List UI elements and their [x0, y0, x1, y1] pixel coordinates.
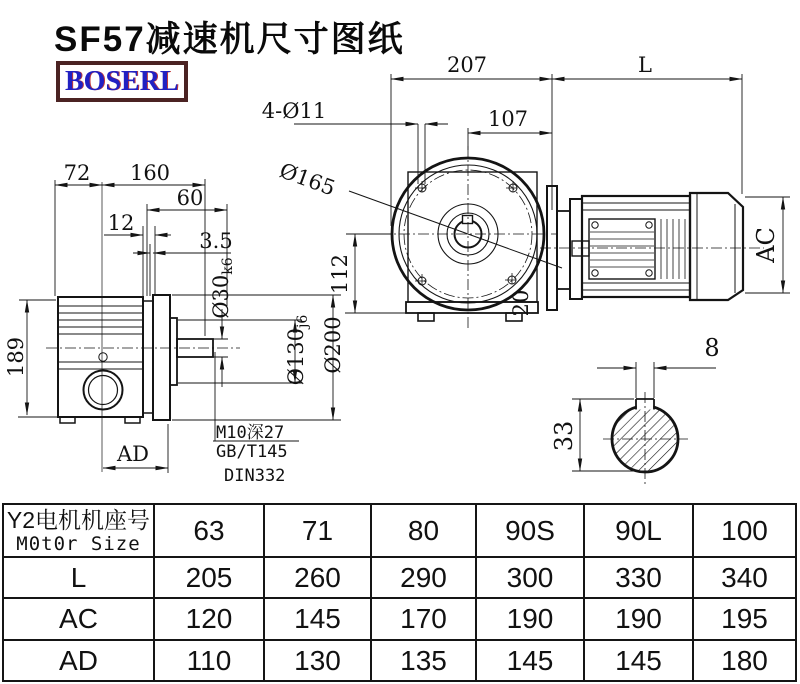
table-row-AC: [3, 598, 796, 640]
table-cell: 190: [584, 598, 693, 640]
shaft-tolerance: k6: [220, 257, 236, 275]
dim-60: 60: [176, 186, 204, 210]
tap-standard-note: GB/T145: [216, 442, 288, 462]
table-header-row: [3, 504, 796, 557]
row-label: AD: [3, 640, 154, 681]
tap-din-note: DIN332: [224, 466, 286, 486]
table-cell: 260: [264, 557, 371, 598]
dim-12: 12: [107, 211, 135, 235]
motor-size-table: [2, 503, 797, 682]
table-cell: 330: [584, 557, 693, 598]
dim-AD: AD: [116, 442, 150, 466]
table-cell: 180: [693, 640, 796, 681]
dim-3-5: 3.5: [199, 229, 233, 253]
dim-key-width: 8: [704, 334, 720, 362]
motor-side-view: [540, 186, 764, 310]
shaft-dia: Ø30: [209, 274, 233, 319]
side-view-dimensions: [4, 161, 345, 486]
col-header: 80: [371, 504, 476, 557]
table-cell: 340: [693, 557, 796, 598]
dim-107: 107: [487, 107, 529, 131]
dim-shaft-diameter: [209, 257, 236, 318]
gearbox-side-view: [46, 182, 240, 472]
front-view-dimensions: [262, 53, 742, 316]
page-title: SF57减速机尺寸图纸: [54, 20, 405, 59]
motor-size-header-cell: [3, 504, 154, 557]
table-cell: 170: [371, 598, 476, 640]
table-row-L: [3, 557, 796, 598]
dim-bolt-holes: 4-Ø11: [261, 99, 327, 123]
dim-AC: AC: [752, 227, 780, 263]
table-cell: 145: [264, 598, 371, 640]
col-header: 90S: [476, 504, 584, 557]
dim-189: 189: [4, 336, 28, 378]
dim-L: L: [638, 53, 652, 77]
header-en: M0t0r Size: [16, 532, 141, 555]
spigot-dia: Ø130: [284, 327, 308, 386]
table-cell: 290: [371, 557, 476, 598]
table-cell: 300: [476, 557, 584, 598]
dim-bolt-circle: Ø165: [276, 158, 339, 201]
table-cell: 110: [154, 640, 264, 681]
tap-hole-note: M10深27: [216, 423, 285, 443]
flange-bolt-holes: [415, 181, 520, 288]
table-row-AD: [3, 640, 796, 681]
col-header: 63: [154, 504, 264, 557]
shaft-bore-section: [550, 334, 720, 486]
output-keyway: [463, 216, 473, 224]
row-label: L: [3, 557, 154, 598]
table-cell: 120: [154, 598, 264, 640]
row-label: AC: [3, 598, 154, 640]
dim-key-height: 33: [550, 420, 578, 452]
dim-207: 207: [446, 53, 488, 77]
dim-160: 160: [129, 161, 171, 185]
table-cell: 145: [476, 640, 584, 681]
dim-flange-diameter: Ø200: [321, 316, 345, 374]
table-cell: 205: [154, 557, 264, 598]
brand-logo: BOSERL: [56, 61, 188, 102]
col-header: 90L: [584, 504, 693, 557]
table-cell: 145: [584, 640, 693, 681]
motor-dimensions: [745, 197, 790, 293]
table-cell: 195: [693, 598, 796, 640]
table-cell: 190: [476, 598, 584, 640]
dim-72: 72: [63, 161, 91, 185]
dim-20: 20: [509, 289, 533, 317]
table-cell: 130: [264, 640, 371, 681]
dim-112: 112: [328, 253, 352, 295]
table-cell: 135: [371, 640, 476, 681]
dim-spigot-diameter: [284, 315, 311, 386]
header-cn: Y2电机机座号: [6, 506, 151, 533]
spigot-tolerance: j6: [295, 314, 311, 328]
col-header: 71: [264, 504, 371, 557]
col-header: 100: [693, 504, 796, 557]
